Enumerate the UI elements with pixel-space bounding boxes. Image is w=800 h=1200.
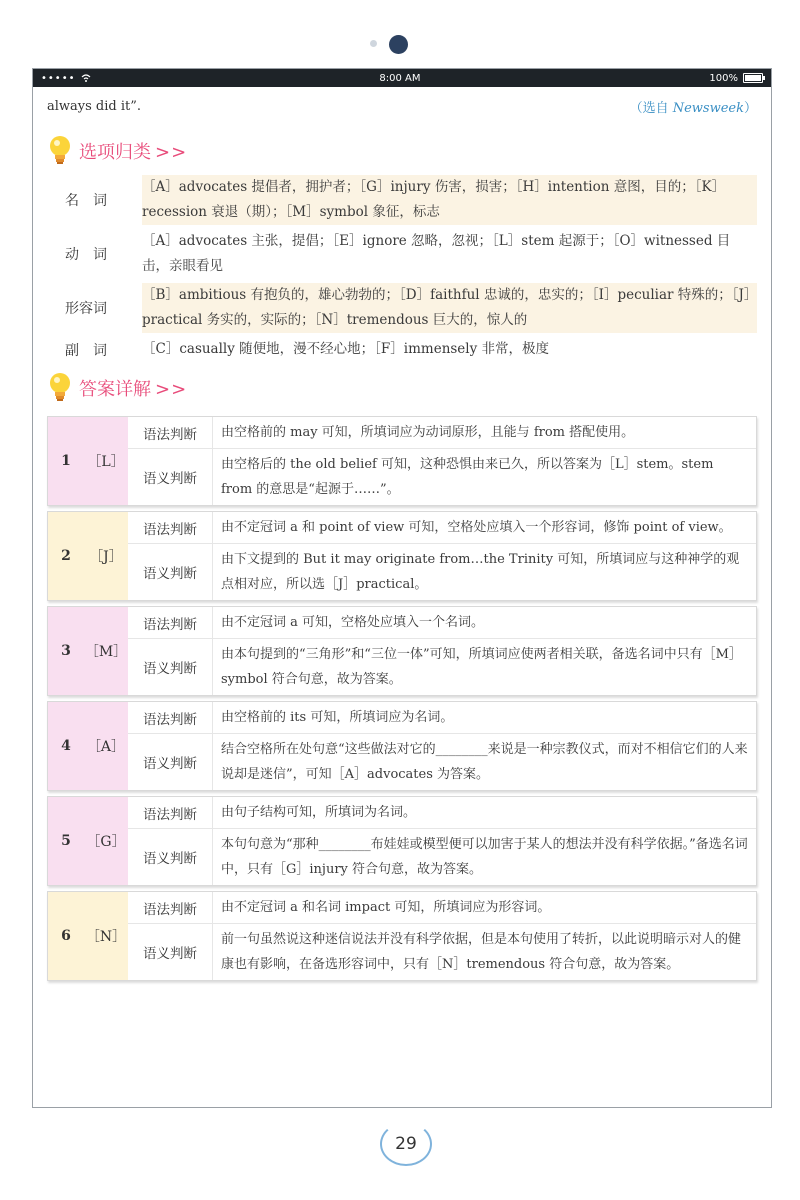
answer-list	[47, 416, 757, 981]
category-text: ［C］casually 随便地，漫不经心地；［F］immensely 非常，极度	[142, 341, 550, 357]
answer-number: 4	[48, 702, 84, 790]
grammar-text: 由空格前的 its 可知，所填词应为名词。	[221, 710, 454, 725]
lightbulb-icon	[47, 371, 73, 405]
section-arrows: >>	[155, 142, 188, 163]
classify-section-header	[47, 131, 757, 171]
category-label: 动 词	[65, 247, 107, 263]
meaning-text: 由本句提到的“三角形”和“三位一体”可知，所填词应使两者相关联，备选名词中只有［M］symbol 符合句意，故为答案。	[221, 647, 742, 687]
meaning-text: 前一句虽然说这种迷信说法并没有科学依据，但是本句使用了转折，以此说明暗示对人的健康也有影响，在备选形容词中，只有［N］tremendous 符合句意，故为答案。	[221, 932, 742, 972]
answer-number: 3	[48, 607, 84, 695]
source-citation: （选自 Newsweek）	[629, 100, 757, 116]
signal-strength: •••••	[41, 72, 76, 84]
category-row	[47, 175, 757, 225]
category-label: 副 词	[65, 342, 107, 359]
section-arrows: >>	[155, 379, 188, 400]
answer-number: 1	[48, 417, 84, 505]
device-camera	[0, 35, 800, 55]
lightbulb-icon	[47, 134, 73, 168]
answer-letter: ［N］	[84, 892, 128, 980]
answer-letter: ［M］	[84, 607, 128, 695]
answer-letter: ［J］	[84, 512, 128, 600]
answer-block	[47, 701, 757, 791]
answer-block	[47, 891, 757, 981]
grammar-label: 语法判断	[128, 512, 213, 543]
grammar-label: 语法判断	[128, 607, 213, 638]
category-row	[47, 337, 757, 362]
answer-letter: ［G］	[84, 797, 128, 885]
answer-number: 5	[48, 797, 84, 885]
category-label: 形容词	[65, 301, 107, 317]
answer-block	[47, 511, 757, 601]
answer-letter: ［A］	[84, 702, 128, 790]
answer-number: 6	[48, 892, 84, 980]
sensor-dot	[370, 40, 377, 47]
meaning-text: 结合空格所在处句意“这些做法对它的________来说是一种宗教仪式，而对不相信它们的人来说却是迷信”，可知［A］advocates 为答案。	[221, 742, 748, 782]
source-name: Newsweek	[672, 100, 744, 116]
answer-section-header	[47, 368, 757, 408]
grammar-label: 语法判断	[128, 417, 213, 448]
category-row	[47, 229, 757, 279]
meaning-text: 由空格后的 the old belief 可知，这种恐惧由来已久，所以答案为［L］stem。stem from 的意思是“起源于……”。	[221, 457, 714, 497]
meaning-text: 本句句意为“那种________布娃娃或模型便可以加害于某人的想法并没有科学依据。”备选名词中，只有［G］injury 符合句意，故为答案。	[221, 837, 748, 877]
continuation-text: always did it”.	[47, 98, 142, 114]
category-text: ［A］advocates 提倡者，拥护者；［G］injury 伤害，损害；［H］intention 意图，目的；［K］recession 衰退（期）；［M］symbol 象征，标志	[142, 175, 757, 225]
grammar-text: 由不定冠词 a 和 point of view 可知，空格处应填入一个形容词，修饰 point of view。	[221, 520, 732, 535]
meaning-label: 语义判断	[128, 544, 213, 600]
answer-number: 2	[48, 512, 84, 600]
battery-icon	[743, 73, 763, 83]
category-row	[47, 283, 757, 333]
status-time: 8:00 AM	[379, 72, 421, 84]
grammar-text: 由不定冠词 a 可知，空格处应填入一个名词。	[221, 615, 485, 630]
category-text: ［A］advocates 主张，提倡；［E］ignore 忽略，忽视；［L］stem 起源于；［O］witnessed 目击，亲眼看见	[142, 233, 731, 274]
grammar-label: 语法判断	[128, 702, 213, 733]
grammar-text: 由空格前的 may 可知，所填词应为动词原形，且能与 from 搭配使用。	[221, 425, 635, 440]
meaning-label: 语义判断	[128, 639, 213, 695]
grammar-text: 由不定冠词 a 和名词 impact 可知，所填词应为形容词。	[221, 900, 551, 915]
grammar-label: 语法判断	[128, 797, 213, 828]
camera-lens	[389, 35, 408, 54]
meaning-text: 由下文提到的 But it may originate from…the Trinity 可知，所填词应与这种神学的观点相对应，所以选［J］practical。	[221, 552, 740, 592]
answer-block	[47, 416, 757, 506]
status-bar	[33, 69, 771, 87]
page-number: 29	[380, 1122, 432, 1166]
meaning-label: 语义判断	[128, 829, 213, 885]
grammar-text: 由句子结构可知，所填词为名词。	[221, 805, 417, 820]
answer-letter: ［L］	[84, 417, 128, 505]
category-list	[47, 175, 757, 362]
category-text: ［B］ambitious 有抱负的，雄心勃勃的；［D］faithful 忠诚的，忠实的；［I］peculiar 特殊的；［J］practical 务实的，实际的；［N］tremendous 巨大的，惊人的	[142, 283, 757, 333]
tablet-screen	[32, 68, 772, 1108]
section-title: 选项归类	[79, 142, 151, 163]
battery-percent: 100%	[709, 72, 738, 84]
meaning-label: 语义判断	[128, 924, 213, 980]
section-title: 答案详解	[79, 379, 151, 400]
answer-block	[47, 606, 757, 696]
grammar-label: 语法判断	[128, 892, 213, 923]
meaning-label: 语义判断	[128, 449, 213, 505]
meaning-label: 语义判断	[128, 734, 213, 790]
wifi-icon	[81, 74, 91, 82]
answer-block	[47, 796, 757, 886]
category-label: 名 词	[65, 193, 107, 209]
